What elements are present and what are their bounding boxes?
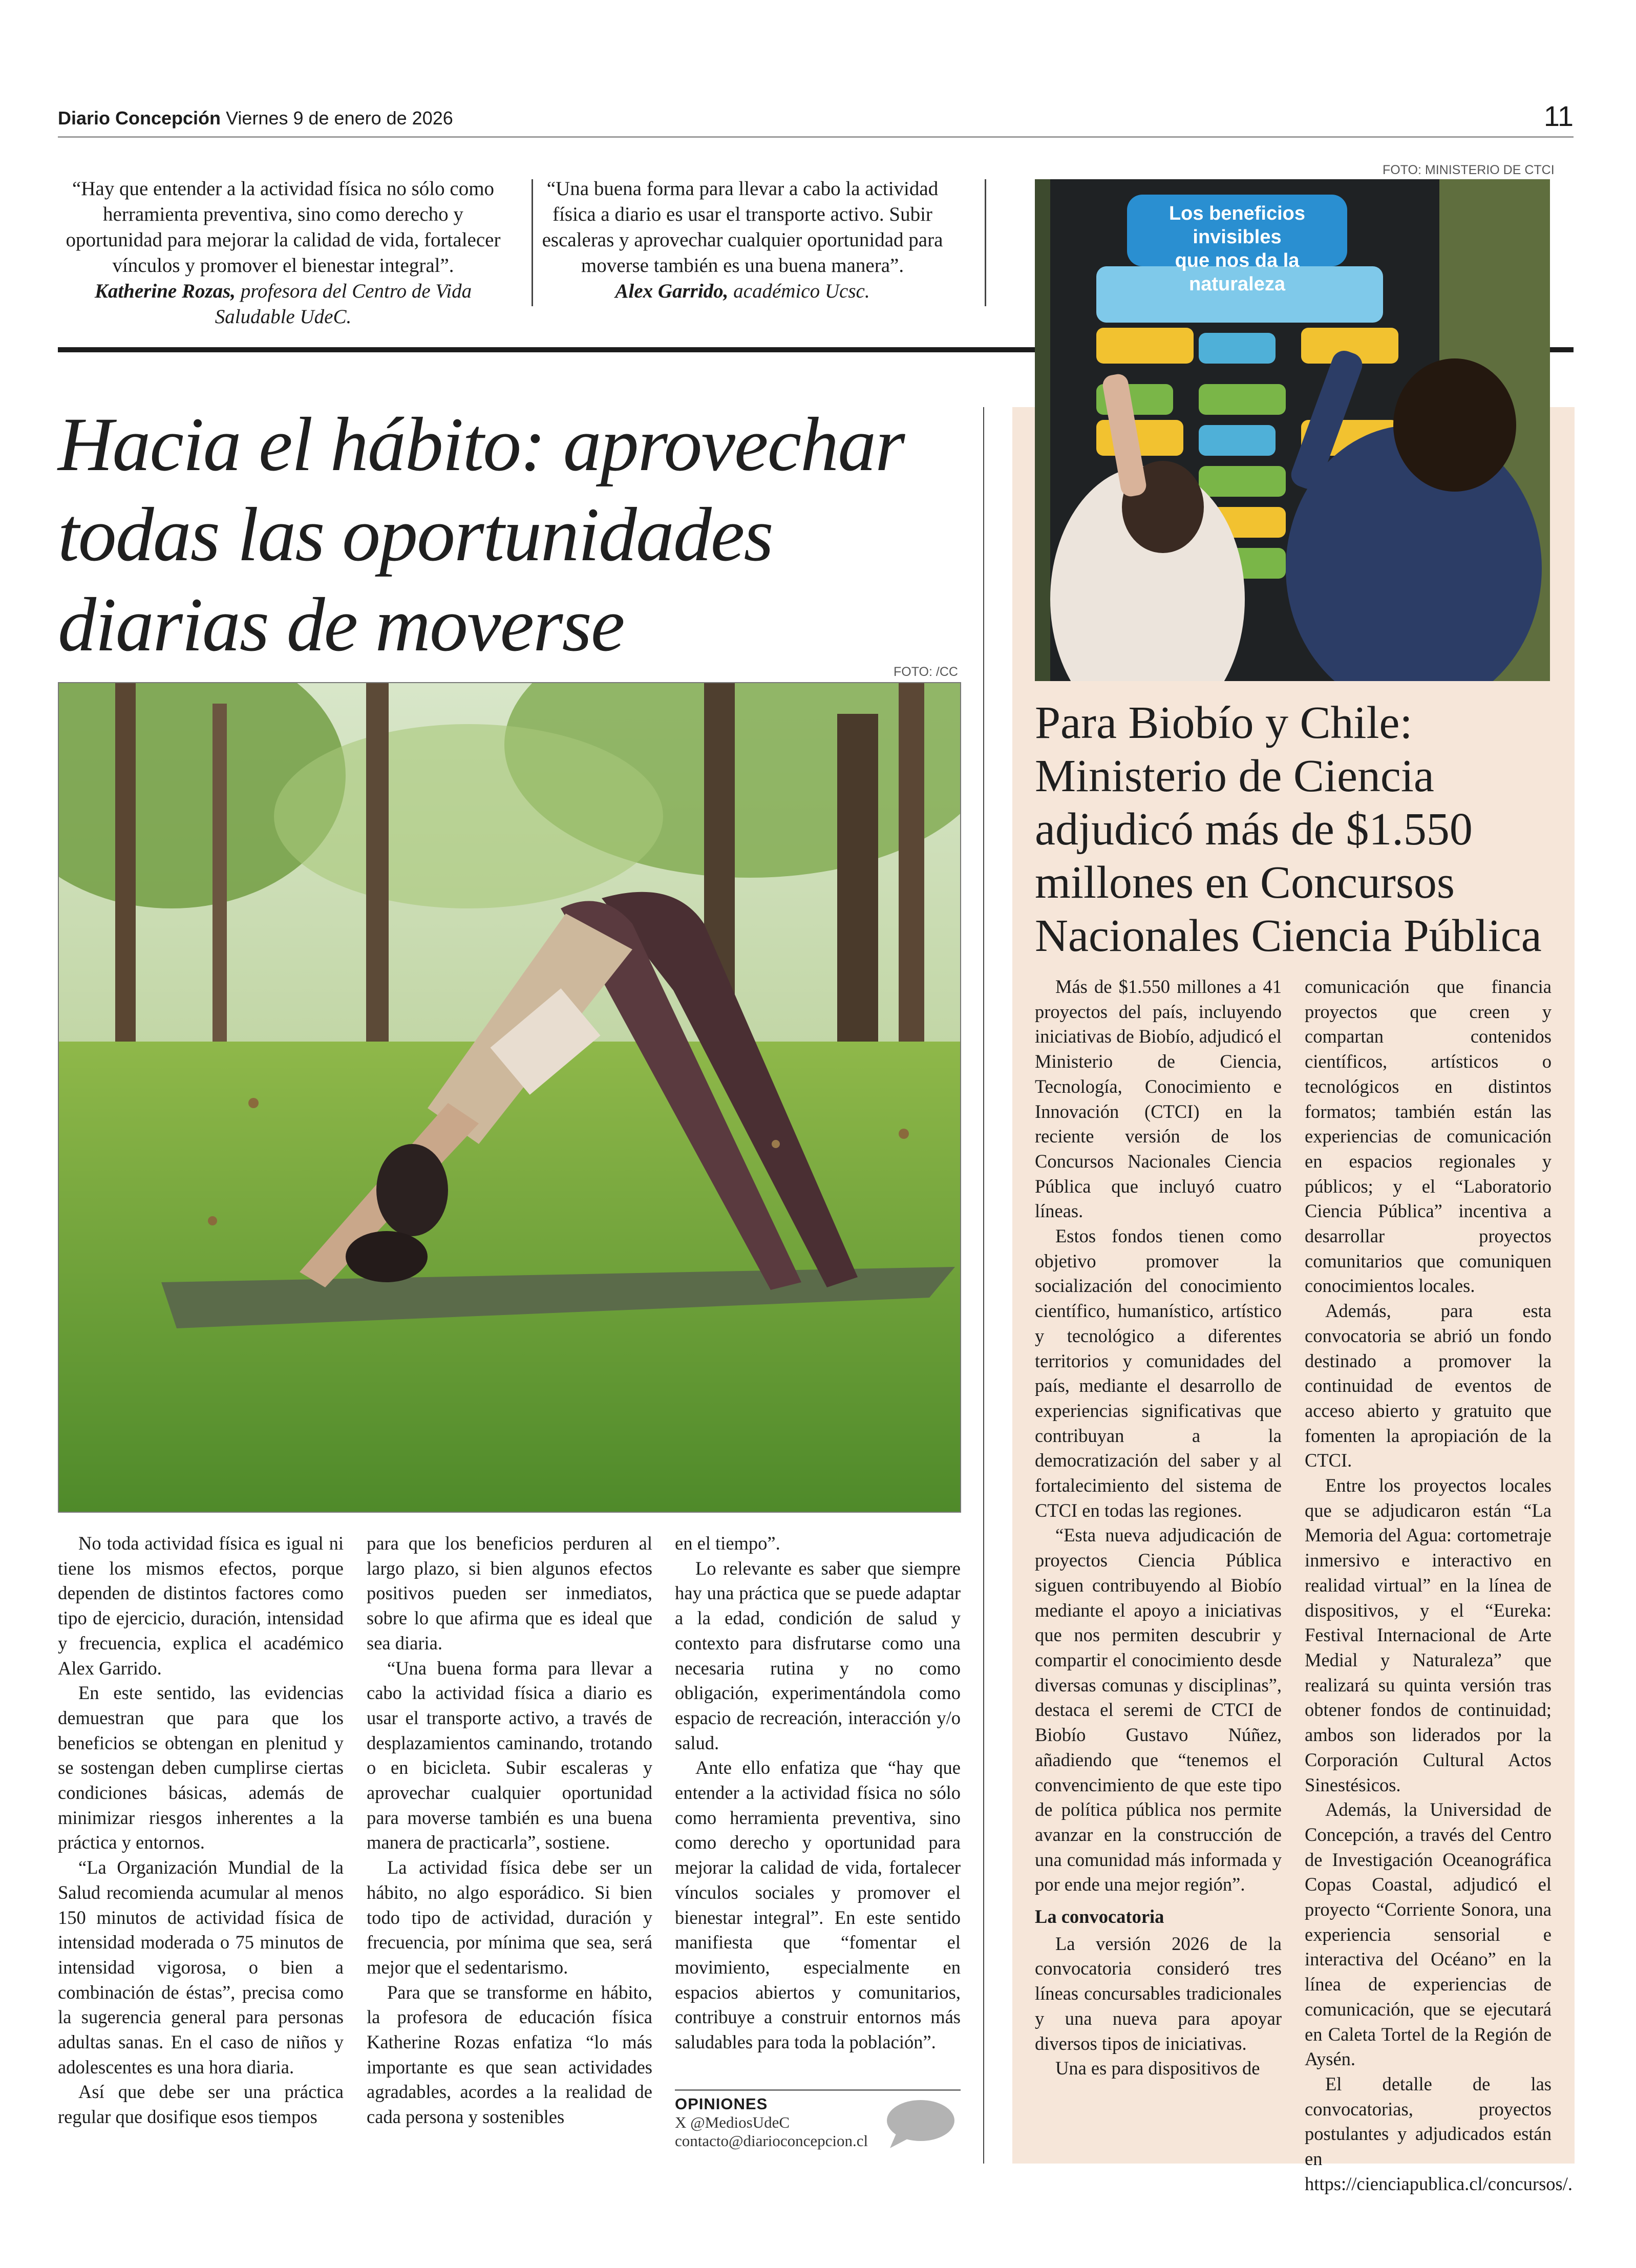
paragraph: No toda actividad física es igual ni tiene los mismos efectos, porque dependen de distintos factores como tipo de ejercicio, duración, intensidad y frecuencia, explica el académico Alex Garrido.	[58, 1533, 344, 1679]
pull-quote-1	[58, 176, 508, 330]
quote-role: profesora del Centro de Vida Saludable UdeC.	[215, 280, 472, 328]
paragraph: Además, la Universidad de Concepción, a través del Centro de Investigación Oceanográfica Copas Coastal, adjudicó el proyecto “Corriente Sonora, una experiencia sensorial e interactiva del Océano” en la línea de experiencias de comunicación, que se ejecutará en Caleta Tortel de la Región de Aysén.	[1305, 1799, 1552, 2070]
paragraph: La actividad física debe ser un hábito, no algo esporádico. Si bien todo tipo de actividad, duración y frecuencia, por mínima que sea, será mejor que el sedentarismo.	[367, 1857, 652, 1978]
quote-text: “Una buena forma para llevar a cabo la actividad física a diario es usar el transporte activo. Subir escaleras y aprovechar cualquier oportunidad para moverse también es una buena manera”.	[542, 178, 943, 277]
pull-quote-2	[533, 176, 952, 304]
sidebar-photo-credit: FOTO: MINISTERIO DE CTCI	[1383, 163, 1555, 177]
sidebar-column-1	[1035, 974, 1282, 2081]
paragraph: “Esta nueva adjudicación de proyectos Ciencia Pública siguen contribuyendo al Biobío mediante el apoyo a iniciativas que nos permiten descubrir y compartir el conocimiento desde diversas comunas y disciplinas”, destaca el seremi de CTCI de Biobío Gustavo Núñez, añadiendo que “tenemos el convencimiento de que este tipo de política pública nos permite avanzar en la construcción de una comunidad más informada y por ende una mejor región”.	[1035, 1524, 1282, 1895]
exhibit-sign-title	[1127, 202, 1347, 296]
paragraph: La versión 2026 de la convocatoria consideró tres líneas concursables tradicionales y una nueva para apoyar diversos tipos de iniciativas.	[1035, 1933, 1282, 2054]
sidebar-column-2	[1305, 974, 1573, 2196]
opinion-title: OPINIONES	[675, 2095, 768, 2113]
paragraph: Entre los proyectos locales que se adjudicaron están “La Memoria del Agua: cortometraje inmersivo e interactivo en realidad virtual” en la línea de dispositivos, y el “Eureka: Festival Internacional de Arte Medial y Naturaleza” que realizará su quinta versión tras obtener fondos de continuidad; ambos son liderados por la Corporación Cultural Actos Sinestésicos.	[1305, 1475, 1552, 1795]
sign-title-line-2: que nos da la naturaleza	[1175, 250, 1300, 295]
social-handle[interactable]: X @MediosUdeC	[675, 2113, 790, 2131]
paragraph: Estos fondos tienen como objetivo promover la socialización del conocimiento científico, humanístico, artístico y tecnológico a diferentes territorios y comunidades del país, mediante el desarrollo de experiencias significativas que contribuyan a la democratización del saber y al fortalecimiento del sistema de CTCI en todas las regiones.	[1035, 1225, 1282, 1521]
contact-email[interactable]: contacto@diarioconcepcion.cl	[675, 2132, 868, 2150]
main-article-column-3	[675, 1531, 961, 2055]
page-number: 11	[1543, 100, 1574, 132]
paragraph: Una es para dispositivos de	[1055, 2058, 1260, 2079]
yoga-photo	[58, 682, 961, 1513]
photo-credit: FOTO: /CC	[894, 665, 958, 679]
paragraph: en el tiempo”.	[675, 1533, 780, 1554]
yoga-photo-illustration	[59, 683, 960, 1512]
column-divider	[983, 407, 984, 2164]
speech-bubble-icon	[885, 2098, 957, 2149]
paragraph: Para que se transforme en hábito, la profesora de educación física Katherine Rozas enfatiza “lo más importante es que sean actividades agradables, acordes a la realidad de cada persona y sostenibles	[367, 1981, 652, 2128]
paragraph: para que los beneficios perduren al largo plazo, si bien algunos efectos positivos pueden ser inmediatos, sobre lo que afirma que es ideal que sea diaria.	[367, 1533, 652, 1654]
paragraph: Así que debe ser una práctica regular que dosifique esos tiempos	[58, 2081, 344, 2128]
main-article-column-1	[58, 1531, 344, 2130]
sign-title-line-1: Los beneficios invisibles	[1168, 203, 1306, 248]
paragraph: En este sentido, las evidencias demuestran que para que los beneficios se obtengan en plenitud y se sostengan deben cumplirse ciertas condiciones básicas, además de minimizar riesgos inherentes a la práctica y entornos.	[58, 1682, 344, 1853]
quote-author: Alex Garrido,	[615, 280, 729, 302]
paragraph: “Una buena forma para llevar a cabo la actividad física a diario es usar el transporte activo, a través de desplazamientos caminando, trotando o en bicicleta. Subir escaleras y aprovechar cualquier oportunidad para moverse también es una buena manera de practicarla”, sostiene.	[367, 1657, 652, 1853]
issue-date: Viernes 9 de enero de 2026	[226, 108, 453, 129]
quote-divider	[985, 179, 986, 306]
paragraph: Lo relevante es saber que siempre hay una práctica que se puede adaptar a la edad, condición de salud y contexto para disfrutarse como una necesaria rutina y no como obligación, experimentándola como espacio de recreación, interacción y/o salud.	[675, 1557, 961, 1753]
paragraph: Además, para esta convocatoria se abrió un fondo destinado a promover la continuidad de eventos de acceso abierto y gratuito que fomenten la apropiación de la CTCI.	[1305, 1300, 1552, 1471]
paragraph: Más de $1.550 millones a 41 proyectos del país, incluyendo iniciativas de Biobío, adjudicó el Ministerio de Ciencia, Tecnología, Conocimiento e Innovación (CTCI) en la reciente versión de los Concursos Nacionales Ciencia Pública que incluyó cuatro líneas.	[1035, 976, 1282, 1222]
quote-text: “Hay que entender a la actividad física no sólo como herramienta preventiva, sino como derecho y oportunidad para mejorar la calidad de vida, fortalecer vínculos y promover el bienestar integral”.	[66, 178, 501, 277]
quote-role: académico Ucsc.	[733, 280, 870, 302]
main-article-column-2	[367, 1531, 652, 2130]
sidebar-headline: Para Biobío y Chile: Ministerio de Ciencia adjudicó más de $1.550 millones en Concursos Nacionales Ciencia Pública	[1035, 697, 1542, 961]
main-headline: Hacia el hábito: aprovechar todas las oportunidades diarias de moverse	[58, 402, 904, 667]
opinion-box	[675, 2089, 961, 2150]
paragraph: Ante ello enfatiza que “hay que entender a la actividad física no sólo como herramienta preventiva, sino como derecho y oportunidad para mejorar la calidad de vida, fortalecer vínculos sociales y promover el bienestar integral”. En este sentido manifiesta que “fomentar el movimiento, especialmente en espacios abiertos y comunitarios, contribuye a construir entornos más saludables para toda la población”.	[675, 1757, 961, 2053]
paragraph: “La Organización Mundial de la Salud recomienda acumular al menos 150 minutos de actividad física de intensidad moderada o 75 minutos de intensidad vigorosa, o bien a combinación de éstas”, precisa como la sugerencia general para personas adultas sanas. En el caso de niños y adolescentes es una hora diaria.	[58, 1857, 344, 2078]
science-exhibit-photo	[1035, 179, 1550, 681]
paper-name: Diario Concepción	[58, 108, 221, 129]
paragraph: El detalle de las convocatorias, proyectos postulantes y adjudicados están en https://cienciapublica.cl/concursos/.	[1305, 2073, 1573, 2194]
paragraph: comunicación que financia proyectos que creen y compartan contenidos científicos, artísticos o tecnológicos en distintos formatos; también están las experiencias de comunicación en espacios regionales y públicos; y el “Laboratorio Ciencia Pública” incentiva a desarrollar proyectos comunitarios que comuniquen conocimientos locales.	[1305, 976, 1552, 1297]
subheading: La convocatoria	[1035, 1906, 1164, 1927]
masthead	[58, 108, 453, 129]
page-header	[58, 100, 1574, 138]
quote-author: Katherine Rozas,	[94, 280, 236, 302]
